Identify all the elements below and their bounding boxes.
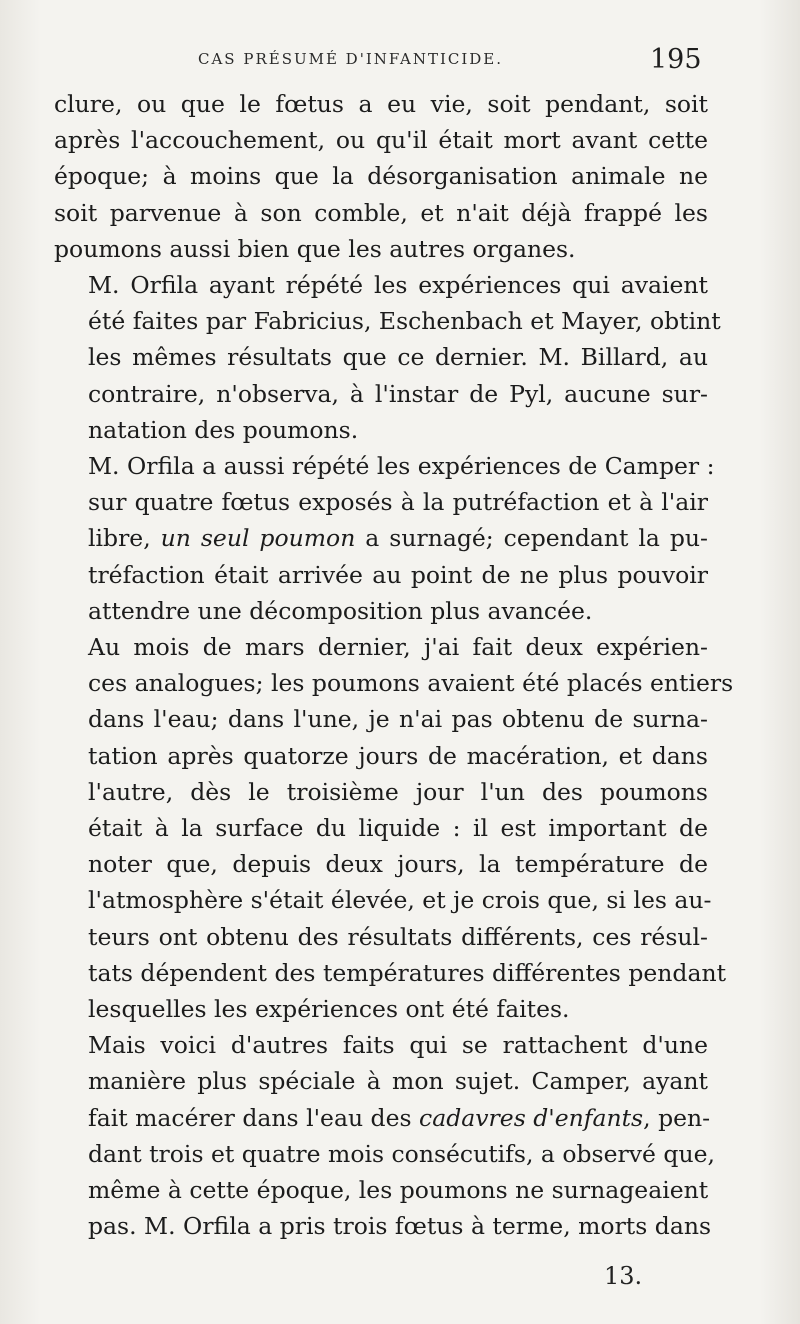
text-line: tation après quatorze jours de macération, et dans	[88, 741, 708, 770]
text-line: attendre une décomposition plus avancée.	[88, 596, 593, 625]
text-line: dans l'eau; dans l'une, je n'ai pas obtenu de surna-	[88, 705, 708, 734]
text-line: noter que, depuis deux jours, la température de	[88, 850, 708, 879]
paragraph	[54, 448, 715, 629]
text-line: tats dépendent des températures différentes pendant	[88, 958, 727, 987]
text-line: fait macérer dans l'eau des cadavres d'enfants, pen-	[88, 1103, 711, 1132]
text-line: poumons aussi bien que les autres organes.	[54, 234, 576, 263]
text-line: lesquelles les expériences ont été faites.	[88, 995, 570, 1024]
page-number: 195	[650, 44, 702, 75]
text-line: pas. M. Orfila a pris trois fœtus à terme, morts dans	[88, 1212, 712, 1241]
text-line: époque; à moins que la désorganisation animale ne	[54, 162, 708, 191]
text-line: ces analogues; les poumons avaient été placés entiers	[88, 669, 734, 698]
text-line: soit parvenue à son comble, et n'ait déjà frappé les	[54, 198, 708, 227]
text-line: après l'accouchement, ou qu'il était mort avant cette	[54, 126, 708, 155]
text-line: les mêmes résultats que ce dernier. M. Billard, au	[88, 343, 708, 372]
signature-mark: 13.	[604, 1262, 643, 1290]
body-text	[54, 86, 734, 1245]
page-header	[0, 44, 800, 84]
text-line: tréfaction était arrivée au point de ne plus pouvoir	[88, 560, 708, 589]
text-line: M. Orfila ayant répété les expériences qui avaient	[88, 271, 708, 300]
text-line: teurs ont obtenu des résultats différents, ces résul-	[88, 922, 708, 951]
text-line: dant trois et quatre mois consécutifs, a observé que,	[88, 1139, 715, 1168]
paragraph	[54, 1027, 715, 1244]
paragraph	[54, 267, 721, 448]
text-line: contraire, n'observa, à l'instar de Pyl, aucune sur-	[88, 379, 708, 408]
text-line: M. Orfila a aussi répété les expériences de Camper :	[88, 452, 715, 481]
running-head: CAS PRÉSUMÉ D'INFANTICIDE.	[198, 50, 504, 68]
text-line: l'autre, dès le troisième jour l'un des poumons	[88, 777, 708, 806]
text-line: clure, ou que le fœtus a eu vie, soit pendant, soit	[54, 90, 708, 118]
text-line: sur quatre fœtus exposés à la putréfaction et à l'air	[88, 488, 708, 517]
text-line: l'atmosphère s'était élevée, et je crois que, si les au-	[88, 886, 712, 915]
text-line: Mais voici d'autres faits qui se rattachent d'une	[88, 1031, 708, 1060]
text-line: était à la surface du liquide : il est important de	[88, 814, 708, 843]
text-line: natation des poumons.	[88, 415, 359, 444]
paragraph	[54, 86, 708, 267]
text-line: libre, un seul poumon a surnagé; cependant la pu-	[88, 524, 708, 553]
text-line: été faites par Fabricius, Eschenbach et Mayer, obtint	[88, 307, 721, 336]
text-line: Au mois de mars dernier, j'ai fait deux expérien-	[88, 633, 708, 662]
text-line: manière plus spéciale à mon sujet. Camper, ayant	[88, 1067, 708, 1096]
text-line: même à cette époque, les poumons ne surnageaient	[88, 1176, 709, 1205]
paragraph	[54, 629, 734, 1027]
